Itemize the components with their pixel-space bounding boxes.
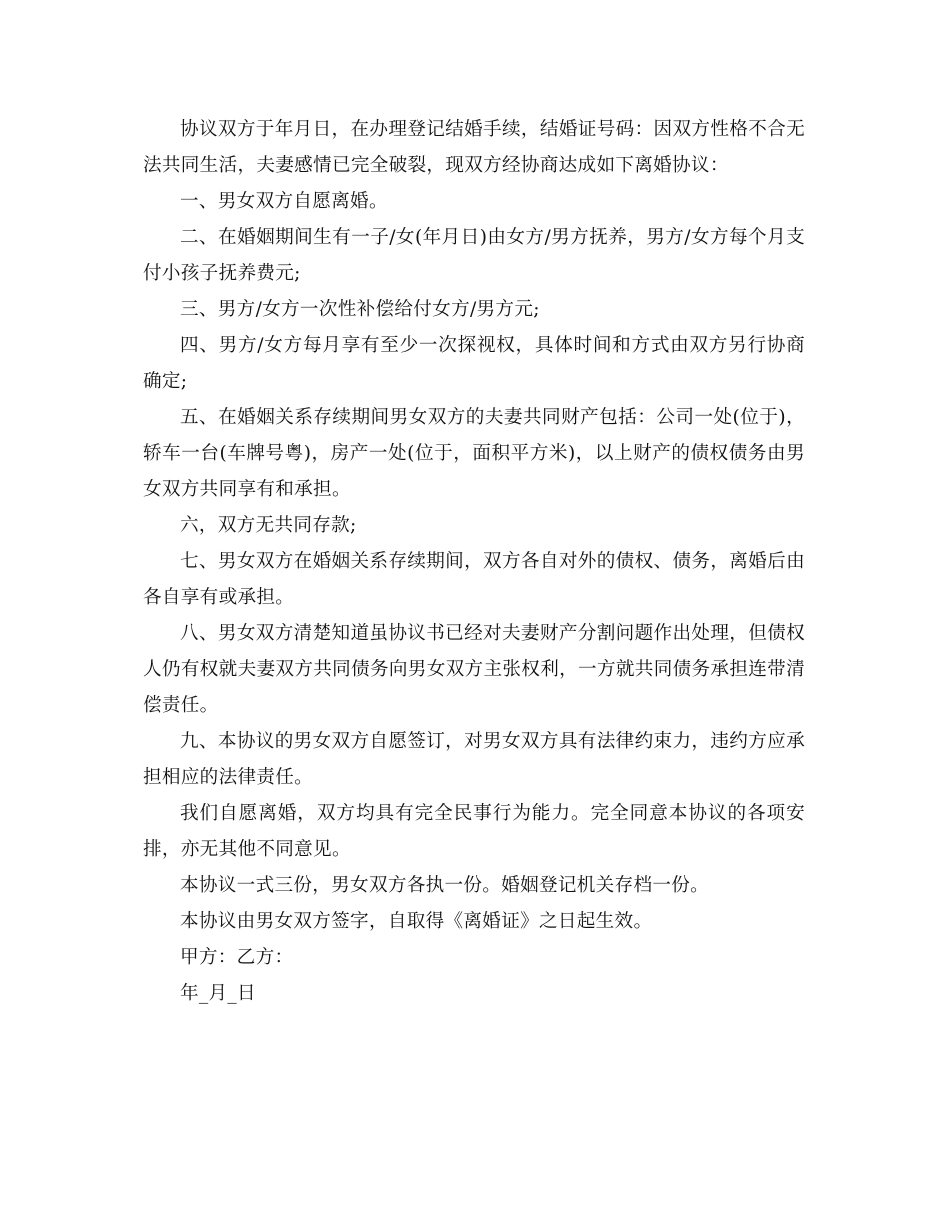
clause-5: 五、在婚姻关系存续期间男女双方的夫妻共同财产包括：公司一处(位于)，轿车一台(车牌号粤)，房产一处(位于，面积平方米)，以上财产的债权债务由男女双方共同享有和承担。 (143, 407, 805, 500)
clause-7: 七、男女双方在婚姻关系存续期间，双方各自对外的债权、债务，离婚后由各自享有或承担。 (143, 551, 805, 608)
copies-paragraph: 本协议一式三份，男女双方各执一份。婚姻登记机关存档一份。 (180, 875, 710, 896)
clause-8: 八、男女双方清楚知道虽协议书已经对夫妻财产分割问题作出处理，但债权人仍有权就夫妻双方共同债务向男女双方主张权利，一方就共同债务承担连带清偿责任。 (143, 623, 805, 716)
signature-date: 年_月_日 (180, 983, 256, 1004)
clause-3: 三、男方/女方一次性补偿给付女方/男方元; (180, 299, 540, 320)
document-page (143, 112, 805, 1012)
clause-2: 二、在婚姻期间生有一子/女(年月日)由女方/男方抚养，男方/女方每个月支付小孩子抚养费元; (143, 227, 805, 284)
declaration-paragraph: 我们自愿离婚，双方均具有完全民事行为能力。完全同意本协议的各项安排，亦无其他不同意见。 (143, 803, 805, 860)
clause-9: 九、本协议的男女双方自愿签订，对男女双方具有法律约束力，违约方应承担相应的法律责任。 (143, 731, 805, 788)
signature-parties: 甲方：乙方： (180, 947, 294, 968)
clause-6: 六，双方无共同存款; (180, 515, 357, 536)
intro-paragraph: 协议双方于年月日，在办理登记结婚手续，结婚证号码：因双方性格不合无法共同生活，夫妻感情已完全破裂，现双方经协商达成如下离婚协议： (143, 119, 805, 176)
clause-4: 四、男方/女方每月享有至少一次探视权，具体时间和方式由双方另行协商确定; (143, 335, 805, 392)
effective-paragraph: 本协议由男女双方签字，自取得《离婚证》之日起生效。 (180, 911, 653, 932)
clause-1: 一、男女双方自愿离婚。 (180, 191, 388, 212)
